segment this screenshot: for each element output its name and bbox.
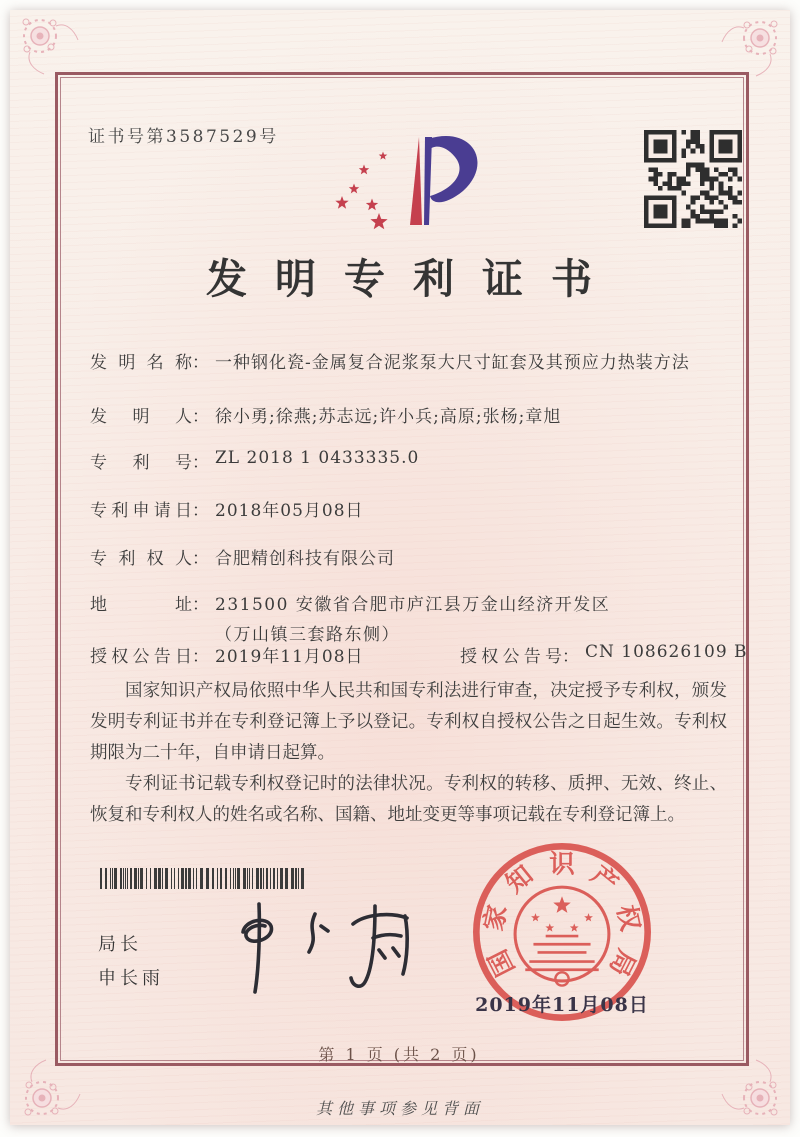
field-label: 专利权人	[90, 549, 192, 569]
field-label: 发明名称	[90, 353, 192, 373]
field-label: 专利申请日	[90, 501, 192, 521]
field-inventors	[90, 402, 561, 427]
svg-text:权: 权	[610, 902, 646, 934]
national-emblem	[515, 887, 609, 985]
commissioner-name: 申长雨	[98, 968, 164, 989]
field-colon: ：	[192, 501, 209, 521]
svg-text:家: 家	[478, 902, 514, 934]
certificate-title: 发明专利证书	[206, 255, 620, 303]
field-grant-row	[90, 642, 748, 667]
field-value: 徐小勇;徐燕;苏志远;许小兵;高原;张杨;章旭	[215, 407, 562, 427]
field-value: 2018年05月08日	[215, 501, 364, 521]
field-grant-number	[460, 642, 748, 667]
page-number: 第 1 页 (共 2 页)	[318, 1045, 480, 1064]
field-address	[90, 590, 633, 650]
field-value: 2019年11月08日	[215, 647, 364, 667]
barcode	[98, 868, 310, 889]
commissioner-signature	[215, 890, 430, 1000]
logo-purple-p-bowl	[428, 136, 477, 202]
field-value: ZL 2018 1 0433335.0	[215, 448, 420, 468]
logo-purple-stem	[424, 137, 432, 225]
svg-text:知: 知	[500, 859, 540, 900]
field-label: 发明人	[90, 407, 192, 427]
cnipa-patent-logo	[332, 123, 502, 241]
seal-date: 2019年11月08日	[475, 994, 649, 1016]
legal-paragraph-2: 专利证书记载专利权登记时的法律状况。专利权的转移、质押、无效、终止、恢复和专利权人的姓名或名称、国籍、地址变更等事项记载在专利登记簿上。	[90, 774, 727, 825]
certificate-number: 证书号第3587529号	[88, 127, 279, 147]
svg-text:产: 产	[584, 859, 624, 900]
field-value: 231500 安徽省合肥市庐江县万金山经济开发区（万山镇三套路东侧）	[215, 595, 611, 645]
field-colon: ：	[192, 647, 209, 667]
back-side-note: 其他事项参见背面	[315, 1099, 484, 1118]
lace-corner-ornament	[718, 16, 782, 80]
field-label: 授权公告号	[460, 647, 562, 667]
legal-paragraph-1: 国家知识产权局依照中华人民共和国专利法进行审查，决定授予专利权，颁发发明专利证书并在专利登记簿上予以登记。专利权自授权公告之日起生效。专利权期限为二十年，自申请日起算。	[90, 681, 727, 763]
certificate-page	[10, 10, 790, 1125]
field-colon: ：	[192, 453, 209, 473]
field-label: 专利号	[90, 453, 192, 473]
field-colon: ：	[192, 407, 209, 427]
field-colon: ：	[192, 353, 209, 373]
field-value: 合肥精创科技有限公司	[215, 549, 395, 569]
lace-corner-ornament	[18, 14, 82, 78]
qr-code	[644, 130, 742, 228]
field-colon: ：	[192, 595, 209, 615]
commissioner-title: 局长	[98, 934, 142, 955]
field-invention-name	[90, 348, 690, 373]
svg-text:局: 局	[602, 944, 642, 981]
svg-text:识: 识	[549, 849, 575, 880]
logo-stars	[335, 152, 387, 230]
field-colon: ：	[562, 647, 579, 667]
field-grant-date	[90, 642, 364, 667]
field-patent-number	[90, 448, 419, 473]
field-patentee	[90, 544, 395, 569]
svg-text:国: 国	[482, 944, 522, 981]
field-value: CN 108626109 B	[585, 642, 748, 662]
field-value: 一种钢化瓷-金属复合泥浆泵大尺寸缸套及其预应力热装方法	[215, 353, 690, 373]
legal-text	[90, 676, 727, 831]
field-label: 地址	[90, 595, 192, 615]
logo-red-wedge	[410, 137, 422, 225]
field-filing-date	[90, 496, 364, 521]
field-colon: ：	[192, 549, 209, 569]
field-label: 授权公告日	[90, 647, 192, 667]
